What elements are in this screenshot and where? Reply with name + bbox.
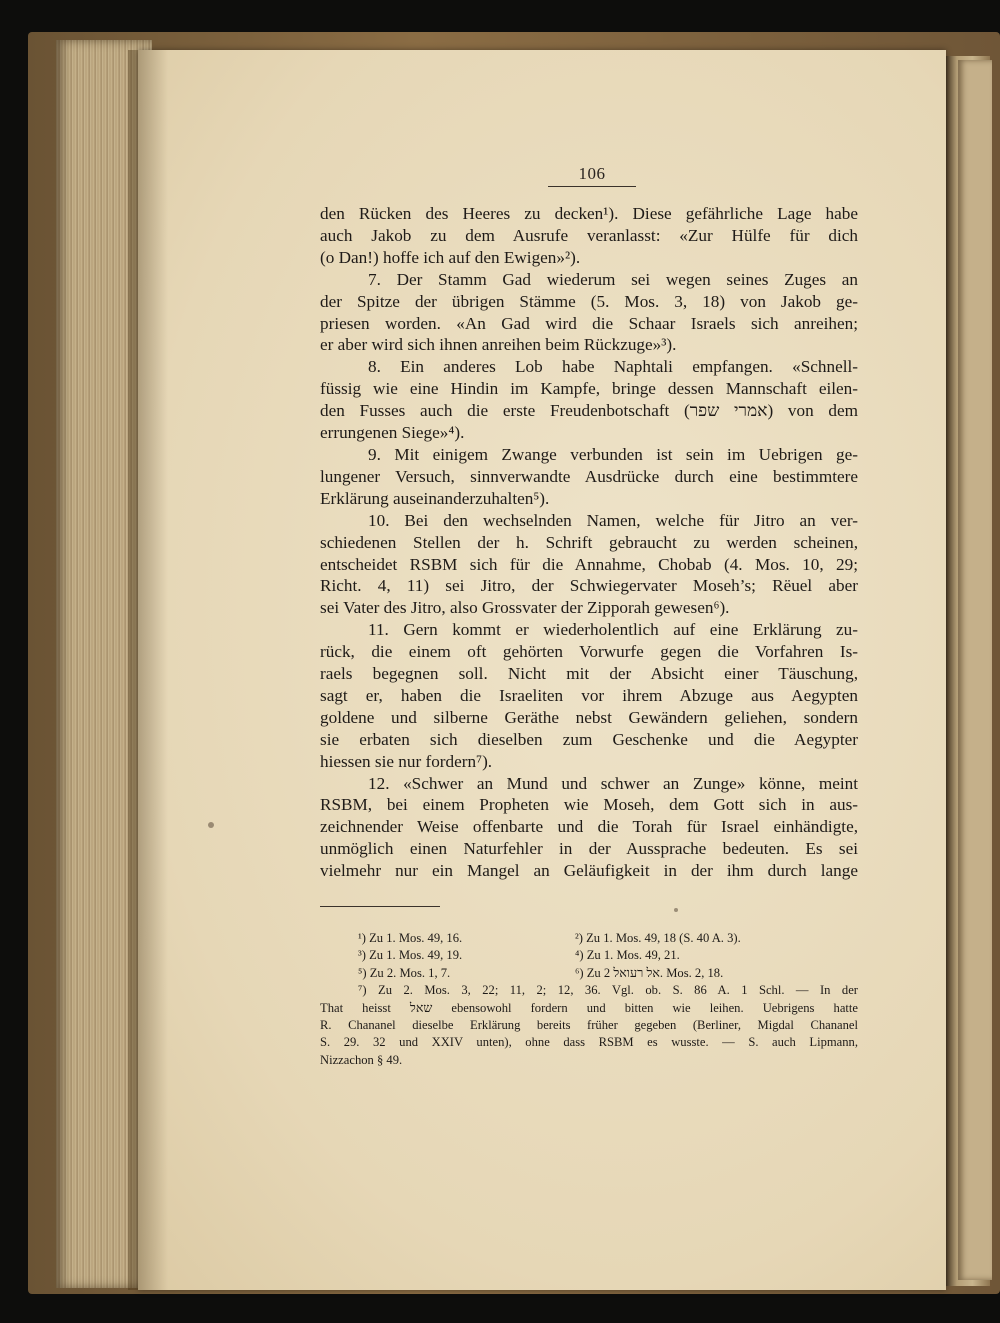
facing-page-block xyxy=(958,60,992,1280)
text-line: 10. Bei den wechselnden Namen, welche für Jitro an ver- xyxy=(368,510,858,530)
footnote-row xyxy=(320,930,858,947)
text-line: sei Vater des Jitro, also Grossvater der Zipporah gewesen⁶). xyxy=(320,598,730,618)
text-line: sie erbaten sich dieselben zum Geschenke und die Aegypter xyxy=(320,729,858,749)
text-line: lungener Versuch, sinnverwandte Ausdrücke durch eine bestimmtere xyxy=(320,466,858,486)
page-number: 106 xyxy=(578,164,606,183)
text-line: rück, die einem oft gehörten Vorwurfe gegen die Vorfahren Is- xyxy=(320,642,858,662)
body-text xyxy=(320,203,858,882)
paper-spot xyxy=(208,822,214,828)
text-line: entscheidet RSBM sich für die Annahme, Chobab (4. Mos. 10, 29; xyxy=(320,554,858,574)
gutter-shadow xyxy=(128,50,168,1290)
footnote-row xyxy=(320,965,858,982)
text-line: vielmehr nur ein Mangel an Geläufigkeit in der ihm durch lange xyxy=(320,861,858,881)
footnote: ⁴) Zu 1. Mos. 49, 21. xyxy=(575,948,680,963)
text-line: 12. «Schwer an Mund und schwer an Zunge» könne, meint xyxy=(368,773,858,793)
footnote-rule xyxy=(320,906,440,907)
text-line: zeichnender Weise offenbarte und die Torah für Israel einhändigte, xyxy=(320,817,858,837)
footnote-line: ⁷) Zu 2. Mos. 3, 22; 11, 2; 12, 36. Vgl. ob. S. 86 A. 1 Schl. — In der xyxy=(358,983,858,998)
footnote-line: That heisst שאל ebensowohl fordern und bitten wie leihen. Uebrigens hatte xyxy=(320,1000,858,1015)
footnote-line: S. 29. 32 und XXIV unten), ohne dass RSBM es wusste. — S. auch Lipmann, xyxy=(320,1035,858,1050)
footnotes xyxy=(320,930,858,1069)
text-line: errungenen Siege»⁴). xyxy=(320,423,465,443)
text-line: priesen worden. «An Gad wird die Schaar Israels sich anreihen; xyxy=(320,313,858,333)
footnote-row xyxy=(320,947,858,964)
page-number-rule xyxy=(548,186,636,187)
footnote: ²) Zu 1. Mos. 49, 18 (S. 40 A. 3). xyxy=(575,931,741,945)
footnote: ³) Zu 1. Mos. 49, 19. xyxy=(358,948,463,963)
text-line: 11. Gern kommt er wiederholentlich auf eine Erklärung zu- xyxy=(368,620,858,640)
footnote: ⁶) Zu אל רעואל 2. Mos. 2, 18. xyxy=(575,965,724,980)
text-line: unmöglich einen Naturfehler in der Aussprache bedeuten. Es sei xyxy=(320,839,858,859)
footnote: ⁵) Zu 2. Mos. 1, 7. xyxy=(358,965,451,980)
text-line: Erklärung auseinanderzuhalten⁵). xyxy=(320,488,550,508)
text-line: der Spitze der übrigen Stämme (5. Mos. 3, 18) von Jakob ge- xyxy=(320,291,858,311)
text-line: goldene und silberne Geräthe nebst Gewändern geliehen, sondern xyxy=(320,707,858,727)
paper-spot xyxy=(674,908,678,912)
text-line: (o Dan!) hoffe ich auf den Ewigen»²). xyxy=(320,247,581,267)
text-line: sagt er, haben die Israeliten vor ihrem Abzuge aus Aegypten xyxy=(320,685,858,705)
text-line: füssig wie eine Hindin im Kampfe, bringe dessen Mannschaft eilen- xyxy=(320,379,858,399)
text-line: auch Jakob zu dem Ausrufe veranlasst: «Zur Hülfe für dich xyxy=(320,225,858,245)
text-line: raels begegnen soll. Nicht mit der Absicht einer Täuschung, xyxy=(320,664,858,684)
text-line: er aber wird sich ihnen anreihen beim Rückzuge»³). xyxy=(320,335,677,355)
footnote-line: Nizzachon § 49. xyxy=(320,1052,403,1067)
text-line: hiessen sie nur fordern⁷). xyxy=(320,751,493,771)
text-line: 7. Der Stamm Gad wiederum sei wegen seines Zuges an xyxy=(368,269,858,289)
text-line: 9. Mit einigem Zwange verbunden ist sein im Uebrigen ge- xyxy=(368,444,858,464)
text-line: schiedenen Stellen der h. Schrift gebraucht zu werden scheinen, xyxy=(320,532,858,552)
text-line: Richt. 4, 11) sei Jitro, der Schwiegervater Moseh’s; Rëuel aber xyxy=(320,576,858,596)
footnote: ¹) Zu 1. Mos. 49, 16. xyxy=(358,931,463,945)
text-line: den Fusses auch die erste Freudenbotschaft (אמרי שפר) von dem xyxy=(320,401,858,421)
text-line: RSBM, bei einem Propheten wie Moseh, dem Gott sich in aus- xyxy=(320,795,858,815)
text-line: 8. Ein anderes Lob habe Naphtali empfangen. «Schnell- xyxy=(368,357,858,377)
text-line: den Rücken des Heeres zu decken¹). Diese gefährliche Lage habe xyxy=(320,204,858,223)
footnote-line: R. Chananel dieselbe Erklärung bereits früher gegeben (Berliner, Migdal Chananel xyxy=(320,1018,858,1033)
